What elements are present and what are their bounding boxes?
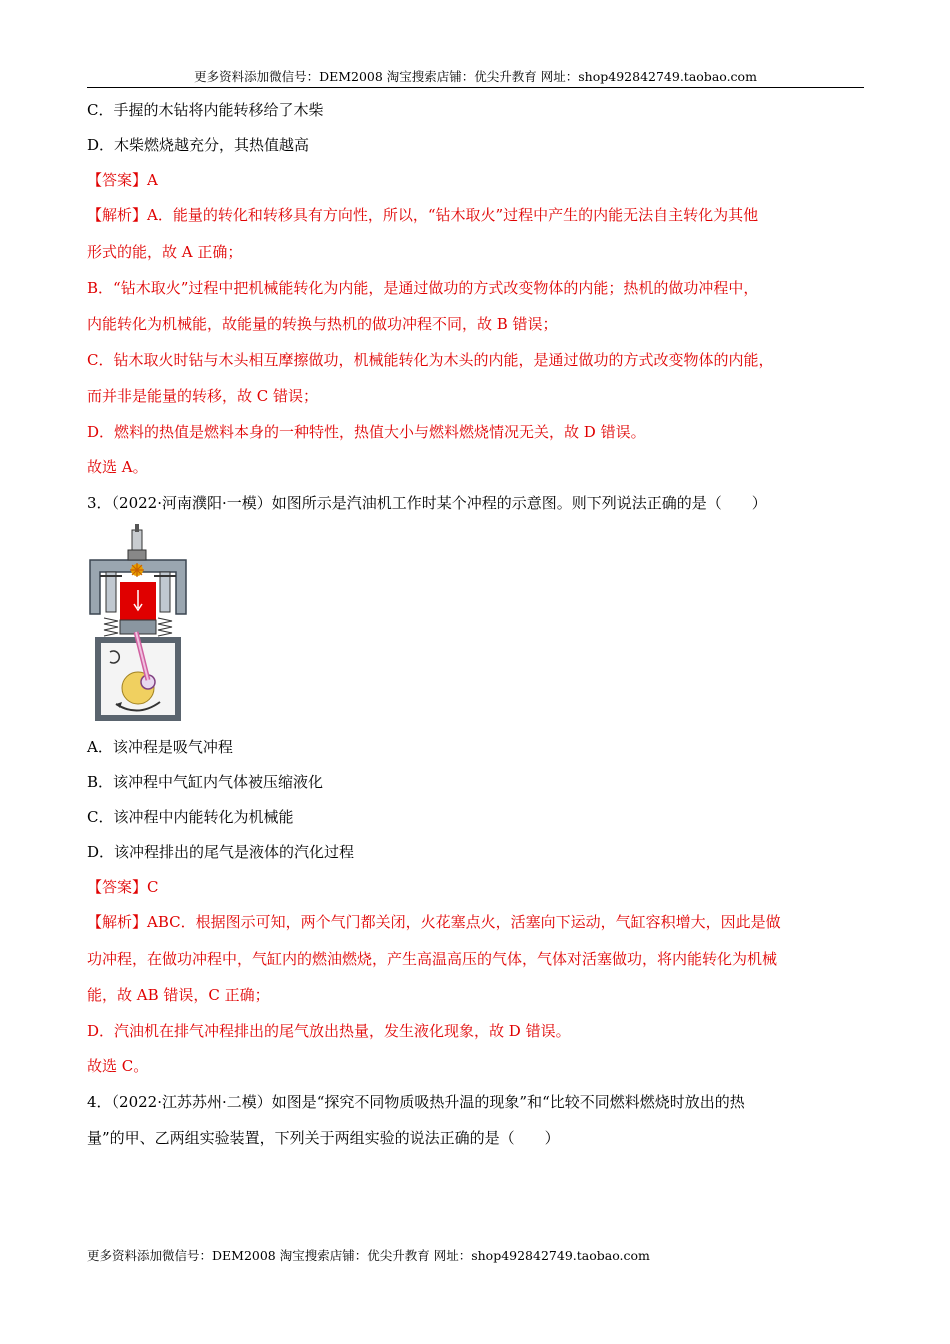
q2-analysis-line: D．燃料的热值是燃料本身的一种特性，热值大小与燃料燃烧情况无关，故 D 错误。 bbox=[87, 423, 646, 441]
q2-analysis-line: B．“钻木取火”过程中把机械能转化为内能，是通过做功的方式改变物体的内能；热机的做功冲程中， bbox=[87, 279, 759, 297]
q2-answer: 【答案】A bbox=[87, 171, 158, 189]
q2-analysis-line: C．钻木取火时钻与木头相互摩擦做功，机械能转化为木头的内能，是通过做功的方式改变物体的内能， bbox=[87, 351, 774, 369]
q2-analysis-line: 而并非是能量的转移，故 C 错误； bbox=[87, 387, 319, 405]
q3-answer: 【答案】C bbox=[87, 878, 159, 896]
q4-stem-line: 4．（2022·江苏苏州·二模）如图是“探究不同物质吸热升温的现象”和“比较不同燃料燃烧时放出的热 bbox=[87, 1093, 745, 1111]
engine-diagram bbox=[86, 522, 190, 722]
q3-option-b: B．该冲程中气缸内气体被压缩液化 bbox=[87, 773, 324, 791]
q3-option-c: C．该冲程中内能转化为机械能 bbox=[87, 808, 294, 826]
page-footer: 更多资料添加微信号：DEM2008 淘宝搜索店铺：优尖升教育 网址：shop492842749.taobao.com bbox=[87, 1248, 650, 1263]
q3-analysis-line: D．汽油机在排气冲程排出的尾气放出热量，发生液化现象，故 D 错误。 bbox=[87, 1022, 571, 1040]
q3-conclusion: 故选 C。 bbox=[87, 1057, 149, 1075]
q2-conclusion: 故选 A。 bbox=[87, 458, 148, 476]
q2-analysis-line: 形式的能，故 A 正确； bbox=[87, 243, 243, 261]
q2-analysis-line: 【解析】A．能量的转化和转移具有方向性，所以，“钻木取火”过程中产生的内能无法自主转化为其他 bbox=[87, 206, 759, 224]
q3-analysis-line: 功冲程，在做功冲程中，气缸内的燃油燃烧，产生高温高压的气体，气体对活塞做功，将内能转化为机械 bbox=[87, 950, 778, 968]
q2-option-c: C．手握的木钻将内能转移给了木柴 bbox=[87, 101, 324, 119]
q3-option-a: A．该冲程是吸气冲程 bbox=[87, 738, 233, 756]
q4-stem-line: 量”的甲、乙两组实验装置，下列关于两组实验的说法正确的是（ ） bbox=[87, 1129, 560, 1147]
q3-analysis-line: 【解析】ABC．根据图示可知，两个气门都关闭，火花塞点火，活塞向下运动，气缸容积增大，因此是做 bbox=[87, 913, 781, 931]
q3-stem: 3．（2022·河南濮阳·一模）如图所示是汽油机工作时某个冲程的示意图。则下列说法正确的是（ ） bbox=[87, 494, 767, 512]
q3-option-d: D．该冲程排出的尾气是液体的汽化过程 bbox=[87, 843, 355, 861]
q3-analysis-line: 能，故 AB 错误，C 正确； bbox=[87, 986, 270, 1004]
q2-analysis-line: 内能转化为机械能，故能量的转换与热机的做功冲程不同，故 B 错误； bbox=[87, 315, 558, 333]
q2-option-d: D．木柴燃烧越充分，其热值越高 bbox=[87, 136, 310, 154]
page-header: 更多资料添加微信号：DEM2008 淘宝搜索店铺：优尖升教育 网址：shop492842749.taobao.com bbox=[87, 69, 864, 88]
